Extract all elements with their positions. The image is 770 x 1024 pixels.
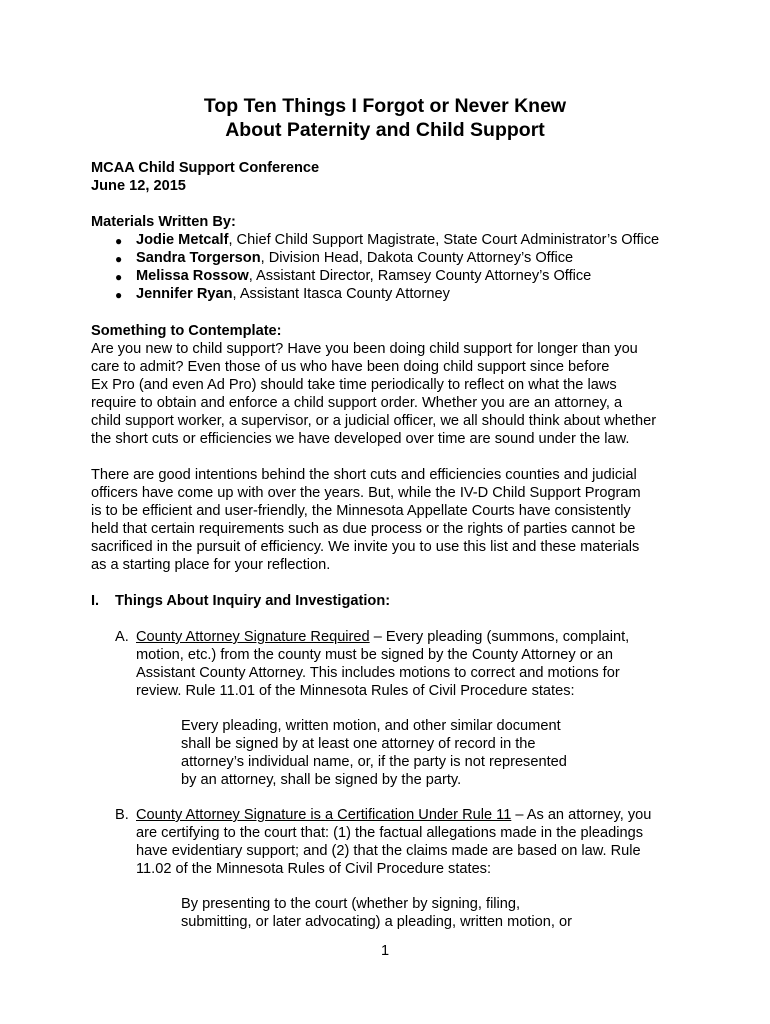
item-a-text: – Every pleading (summons, complaint, (369, 629, 630, 645)
paragraph-line: is to be efficient and user-friendly, the Minnesota Appellate Courts have consistently (91, 503, 631, 519)
author-role: , Division Head, Dakota County Attorney’s Office (260, 250, 574, 266)
paragraph-line: Ex Pro (and even Ad Pro) should take time periodically to reflect on what the laws (91, 377, 617, 393)
quote-line: shall be signed by at least one attorney of record in the (181, 736, 536, 752)
paragraph-line: require to obtain and enforce a child support order. Whether you are an attorney, a (91, 395, 623, 411)
item-a-title: County Attorney Signature Required (136, 629, 370, 645)
author-role: , Chief Child Support Magistrate, State Court Administrator’s Office (228, 232, 660, 248)
quote-line: By presenting to the court (whether by signing, filing, (181, 896, 521, 912)
paragraph-line: Assistant County Attorney. This includes motions to correct and motions for (136, 665, 620, 681)
quote-line: submitting, or later advocating) a pleading, written motion, or (181, 914, 572, 930)
author-role: , Assistant Director, Ramsey County Attorney’s Office (248, 268, 592, 284)
item-letter: B. (115, 807, 129, 823)
paragraph-line: have evidentiary support; and (2) that the claims made are based on law. Rule (136, 843, 641, 859)
author-item (136, 231, 659, 249)
section-heading: Things About Inquiry and Investigation: (115, 593, 391, 609)
paragraph-line: are certifying to the court that: (1) the factual allegations made in the pleadings (136, 825, 644, 841)
paragraph-line: held that certain requirements such as due process or the rights of parties cannot be (91, 521, 636, 537)
quote-line: Every pleading, written motion, and other similar document (181, 718, 561, 734)
conference-date: June 12, 2015 (91, 178, 186, 194)
document-title-line-1: Top Ten Things I Forgot or Never Knew (203, 95, 567, 117)
item-b-first-line (136, 806, 651, 824)
section-number: I. (91, 593, 100, 609)
bullet-icon: ● (115, 288, 123, 302)
item-b-title: County Attorney Signature is a Certification Under Rule 11 (136, 807, 512, 823)
bullet-icon: ● (115, 252, 123, 266)
author-role: , Assistant Itasca County Attorney (232, 286, 450, 302)
paragraph-line: child support worker, a supervisor, or a judicial officer, we all should think about whether (91, 413, 657, 429)
bullet-icon: ● (115, 270, 123, 284)
author-name: Jennifer Ryan (136, 286, 233, 302)
paragraph-line: There are good intentions behind the short cuts and efficiencies counties and judicial (91, 467, 637, 483)
paragraph-line: Are you new to child support? Have you been doing child support for longer than you (91, 341, 638, 357)
paragraph-line: sacrificed in the pursuit of efficiency. We invite you to use this list and these materials (91, 539, 640, 555)
paragraph-line: the short cuts or efficiencies we have developed over time are sound under the law. (91, 431, 630, 447)
author-item (136, 267, 591, 285)
author-name: Sandra Torgerson (136, 250, 261, 266)
paragraph-line: officers have come up with over the years. But, while the IV-D Child Support Program (91, 485, 641, 501)
item-b-text: – As an attorney, you (511, 807, 652, 823)
author-item (136, 285, 450, 303)
paragraph-line: review. Rule 11.01 of the Minnesota Rules of Civil Procedure states: (136, 683, 575, 699)
paragraph-line: care to admit? Even those of us who have been doing child support since before (91, 359, 610, 375)
author-name: Melissa Rossow (136, 268, 249, 284)
author-name: Jodie Metcalf (136, 232, 229, 248)
item-a-first-line (136, 628, 629, 646)
paragraph-line: motion, etc.) from the county must be signed by the County Attorney or an (136, 647, 613, 663)
bullet-icon: ● (115, 234, 123, 248)
author-item (136, 249, 573, 267)
paragraph-line: 11.02 of the Minnesota Rules of Civil Procedure states: (136, 861, 492, 877)
document-title-line-2: About Paternity and Child Support (225, 119, 545, 141)
quote-line: attorney’s individual name, or, if the party is not represented (181, 754, 567, 770)
item-letter: A. (115, 629, 129, 645)
quote-line: by an attorney, shall be signed by the party. (181, 772, 462, 788)
conference-name: MCAA Child Support Conference (91, 160, 320, 176)
authors-heading: Materials Written By: (91, 214, 236, 230)
page-number: 1 (380, 943, 390, 959)
contemplate-heading: Something to Contemplate: (91, 323, 282, 339)
paragraph-line: as a starting place for your reflection. (91, 557, 331, 573)
